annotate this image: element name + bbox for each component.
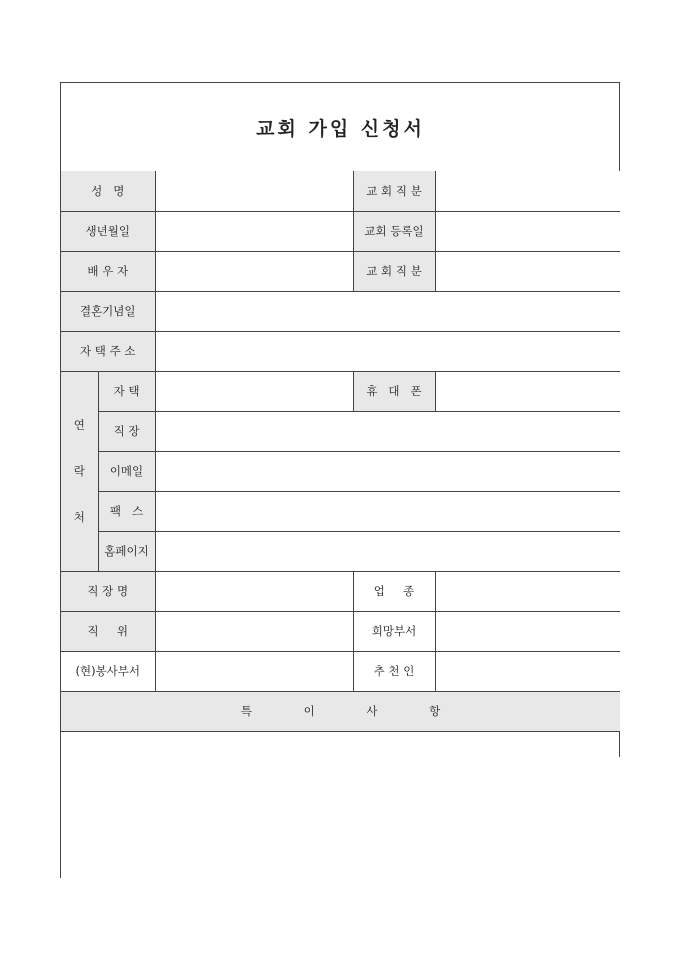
row-birthdate: [61, 211, 620, 251]
application-form: [60, 82, 620, 878]
row-fax: [61, 491, 620, 531]
label-workplace-name: 직 장 명: [61, 571, 155, 611]
label-home-phone: 자 택: [98, 371, 155, 411]
church-position-field-2[interactable]: [435, 251, 620, 291]
label-mobile: 휴 대 폰: [353, 371, 435, 411]
row-service-department: [61, 651, 620, 691]
row-name: [61, 171, 620, 211]
row-work-phone: [61, 411, 620, 451]
job-title-field[interactable]: [155, 611, 353, 651]
home-phone-field[interactable]: [155, 371, 353, 411]
label-job-title: 직 위: [61, 611, 155, 651]
fax-field[interactable]: [155, 491, 620, 531]
label-email: 이메일: [98, 451, 155, 491]
row-home-phone: [61, 371, 620, 411]
church-position-field-1[interactable]: [435, 171, 620, 211]
label-fax: 팩 스: [98, 491, 155, 531]
special-notes-char-1: 특: [240, 704, 252, 718]
title-box: [61, 83, 620, 172]
label-birthdate: 생년월일: [61, 211, 155, 251]
row-special-notes-header: [61, 691, 620, 731]
row-address: [61, 331, 620, 371]
contact-side-char-2: 락: [73, 464, 85, 478]
form-title: 교회 가입 신청서: [256, 117, 425, 140]
mobile-field[interactable]: [435, 371, 620, 411]
label-desired-department: 희망부서: [353, 611, 435, 651]
label-church-position-1: 교 회 직 분: [353, 171, 435, 211]
contact-side-label: [61, 371, 98, 571]
contact-side-char-1: 연: [73, 418, 85, 432]
label-current-service-department: (현)봉사부서: [61, 651, 155, 691]
row-spouse: [61, 251, 620, 291]
label-home-address: 자 택 주 소: [61, 331, 155, 371]
label-church-registration-date: 교회 등록일: [353, 211, 435, 251]
label-wedding-anniversary: 결혼기념일: [61, 291, 155, 331]
form-grid: [61, 171, 620, 732]
workplace-name-field[interactable]: [155, 571, 353, 611]
row-homepage: [61, 531, 620, 571]
recommender-field[interactable]: [435, 651, 620, 691]
current-service-department-field[interactable]: [155, 651, 353, 691]
row-job-title: [61, 611, 620, 651]
special-notes-char-2: 이: [303, 704, 315, 718]
row-email: [61, 451, 620, 491]
industry-field[interactable]: [435, 571, 620, 611]
name-field[interactable]: [155, 171, 353, 211]
label-industry: 업 종: [353, 571, 435, 611]
spouse-field[interactable]: [155, 251, 353, 291]
row-workplace: [61, 571, 620, 611]
home-address-field[interactable]: [155, 331, 620, 371]
work-phone-field[interactable]: [155, 411, 620, 451]
label-recommender: 추 천 인: [353, 651, 435, 691]
email-field[interactable]: [155, 451, 620, 491]
special-notes-char-4: 항: [429, 704, 441, 718]
special-notes-char-3: 사: [366, 704, 378, 718]
special-notes-area[interactable]: [61, 757, 620, 878]
wedding-anniversary-field[interactable]: [155, 291, 620, 331]
label-work-phone: 직 장: [98, 411, 155, 451]
label-church-position-2: 교 회 직 분: [353, 251, 435, 291]
label-name: 성 명: [61, 171, 155, 211]
church-registration-date-field[interactable]: [435, 211, 620, 251]
birthdate-field[interactable]: [155, 211, 353, 251]
row-wedding: [61, 291, 620, 331]
special-notes-header: [61, 691, 620, 731]
label-homepage: 홈페이지: [98, 531, 155, 571]
label-spouse: 배 우 자: [61, 251, 155, 291]
homepage-field[interactable]: [155, 531, 620, 571]
desired-department-field[interactable]: [435, 611, 620, 651]
contact-side-char-3: 처: [73, 510, 85, 524]
